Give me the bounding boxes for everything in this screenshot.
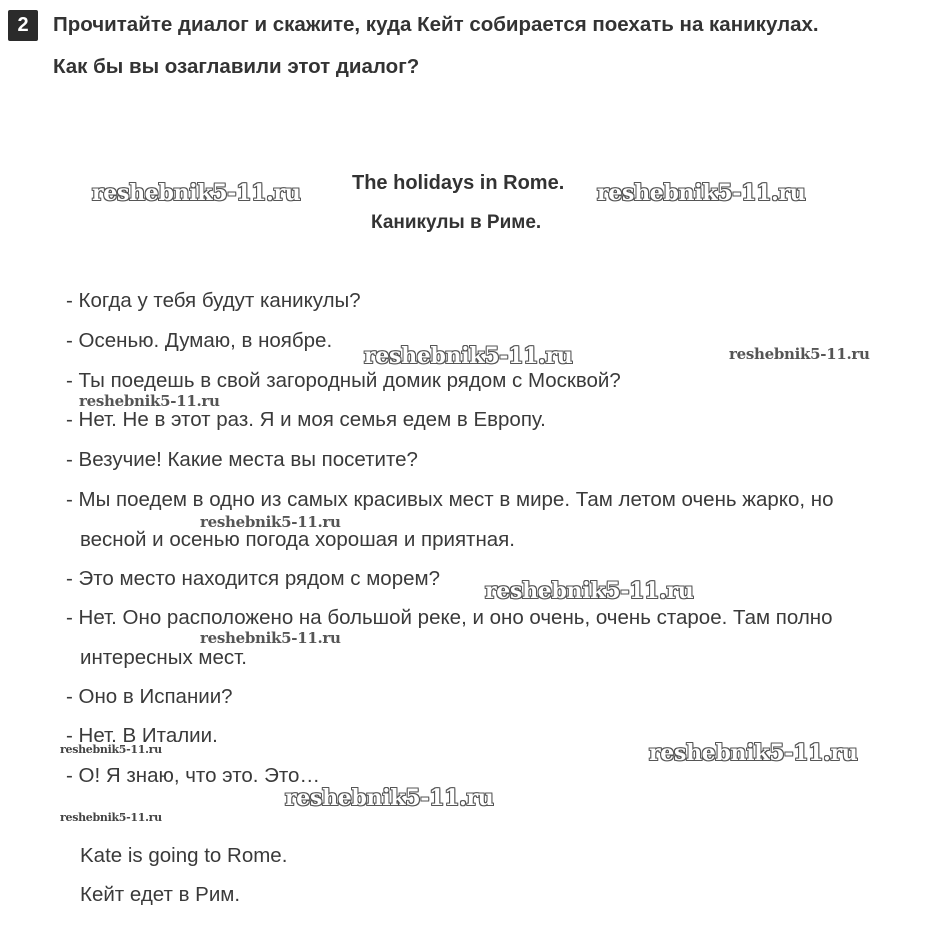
watermark: reshebnik5-11.ru — [649, 740, 858, 766]
watermark: reshebnik5-11.ru — [200, 629, 341, 647]
dialog-line: - О! Я знаю, что это. Это… — [66, 764, 320, 787]
dialog-line: - Осенью. Думаю, в ноябре. — [66, 329, 333, 352]
answer-russian: Кейт едет в Рим. — [80, 883, 241, 906]
dialog-line: - Ты поедешь в свой загородный домик рядом с Москвой? — [66, 369, 621, 392]
dialog-line-continuation: весной и осенью погода хорошая и приятная. — [80, 528, 515, 551]
dialog-line: - Нет. В Италии. — [66, 724, 218, 747]
watermark: reshebnik5-11.ru — [200, 513, 341, 531]
dialog-line: - Мы поедем в одно из самых красивых мест в мире. Там летом очень жарко, но — [66, 488, 834, 511]
watermark: reshebnik5-11.ru — [92, 180, 301, 206]
dialog-title-russian: Каникулы в Риме. — [371, 212, 542, 233]
dialog-title-english: The holidays in Rome. — [352, 172, 565, 194]
dialog-line: - Нет. Оно расположено на большой реке, и оно очень, очень старое. Там полно — [66, 606, 833, 629]
answer-english: Kate is going to Rome. — [80, 844, 288, 867]
watermark: reshebnik5-11.ru — [364, 343, 573, 369]
watermark: reshebnik5-11.ru — [729, 345, 870, 363]
task-number-badge: 2 — [8, 10, 38, 41]
watermark: reshebnik5-11.ru — [485, 578, 694, 604]
watermark: reshebnik5-11.ru — [60, 811, 162, 824]
watermark: reshebnik5-11.ru — [285, 785, 494, 811]
dialog-line: - Везучие! Какие места вы посетите? — [66, 448, 418, 471]
dialog-line: - Нет. Не в этот раз. Я и моя семья едем в Европу. — [66, 408, 546, 431]
watermark: reshebnik5-11.ru — [597, 180, 806, 206]
task-instruction-line-2: Как бы вы озаглавили этот диалог? — [53, 55, 420, 78]
watermark: reshebnik5-11.ru — [60, 743, 162, 756]
task-instruction-line-1: Прочитайте диалог и скажите, куда Кейт собирается поехать на каникулах. — [53, 13, 819, 36]
dialog-line: - Оно в Испании? — [66, 685, 233, 708]
watermark: reshebnik5-11.ru — [79, 392, 220, 410]
dialog-line-continuation: интересных мест. — [80, 646, 247, 669]
dialog-line: - Это место находится рядом с морем? — [66, 567, 440, 590]
dialog-line: - Когда у тебя будут каникулы? — [66, 289, 361, 312]
